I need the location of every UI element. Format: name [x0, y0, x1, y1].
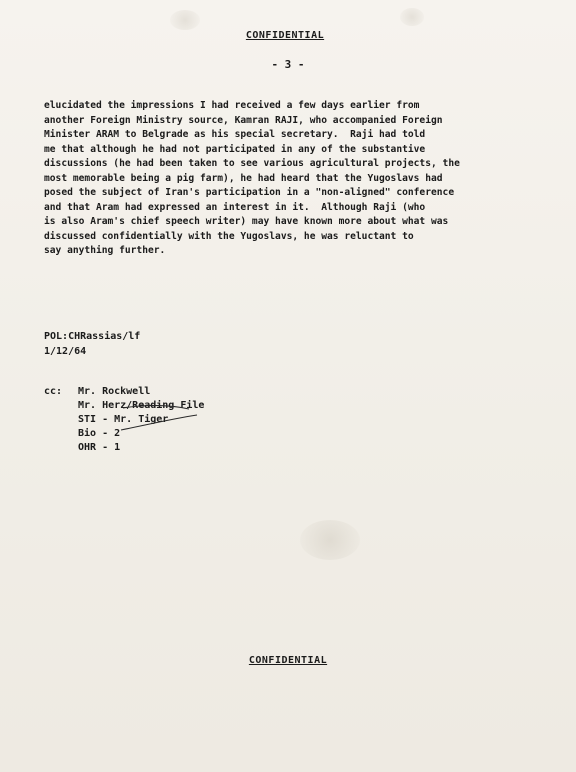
- body-line: and that Aram had expressed an interest in it. Although Raji (who: [44, 201, 426, 213]
- page-number: - 3 -: [271, 58, 305, 71]
- office-symbol: POL:CHRassias/lf: [44, 331, 141, 342]
- cc-recipient: OHR - 1: [78, 442, 121, 453]
- body-line: elucidated the impressions I had received a few days earlier from: [44, 100, 420, 111]
- body-line: Minister ARAM to Belgrade as his special secretary. Raji had told: [44, 129, 426, 140]
- classification-header: CONFIDENTIAL: [245, 30, 325, 41]
- paper-smudge: [400, 8, 424, 26]
- body-line: most memorable being a pig farm), he had heard that the Yugoslavs had: [44, 172, 443, 184]
- body-line: discussed confidentially with the Yugoslavs, he was reluctant to: [44, 230, 414, 242]
- body-line: is also Aram's chief speech writer) may have known more about what was: [44, 216, 449, 227]
- drafter-reference: [44, 330, 140, 359]
- paper-smudge: [170, 10, 200, 30]
- cc-recipient: STI - Mr. Tiger: [78, 414, 169, 425]
- body-line: me that although he had not participated in any of the substantive: [44, 143, 426, 155]
- cc-recipient: Mr. Rockwell: [78, 386, 151, 397]
- body-line: discussions (he had been taken to see various agricultural projects, the: [44, 158, 460, 169]
- draft-date: 1/12/64: [44, 345, 87, 357]
- handwritten-pen-stroke: [91, 405, 201, 431]
- classification-footer: CONFIDENTIAL: [248, 655, 328, 666]
- body-line: posed the subject of Iran's participation in a "non-aligned" conference: [44, 187, 455, 198]
- cc-recipient: Bio - 2: [78, 428, 121, 439]
- body-line: say anything further.: [44, 245, 166, 256]
- body-paragraph: [44, 99, 564, 259]
- paper-smudge: [300, 520, 360, 560]
- cc-label: cc:: [44, 386, 63, 397]
- body-line: another Foreign Ministry source, Kamran RAJI, who accompanied Foreign: [44, 114, 443, 126]
- cc-recipient: Mr. Herz/Reading File: [78, 400, 205, 411]
